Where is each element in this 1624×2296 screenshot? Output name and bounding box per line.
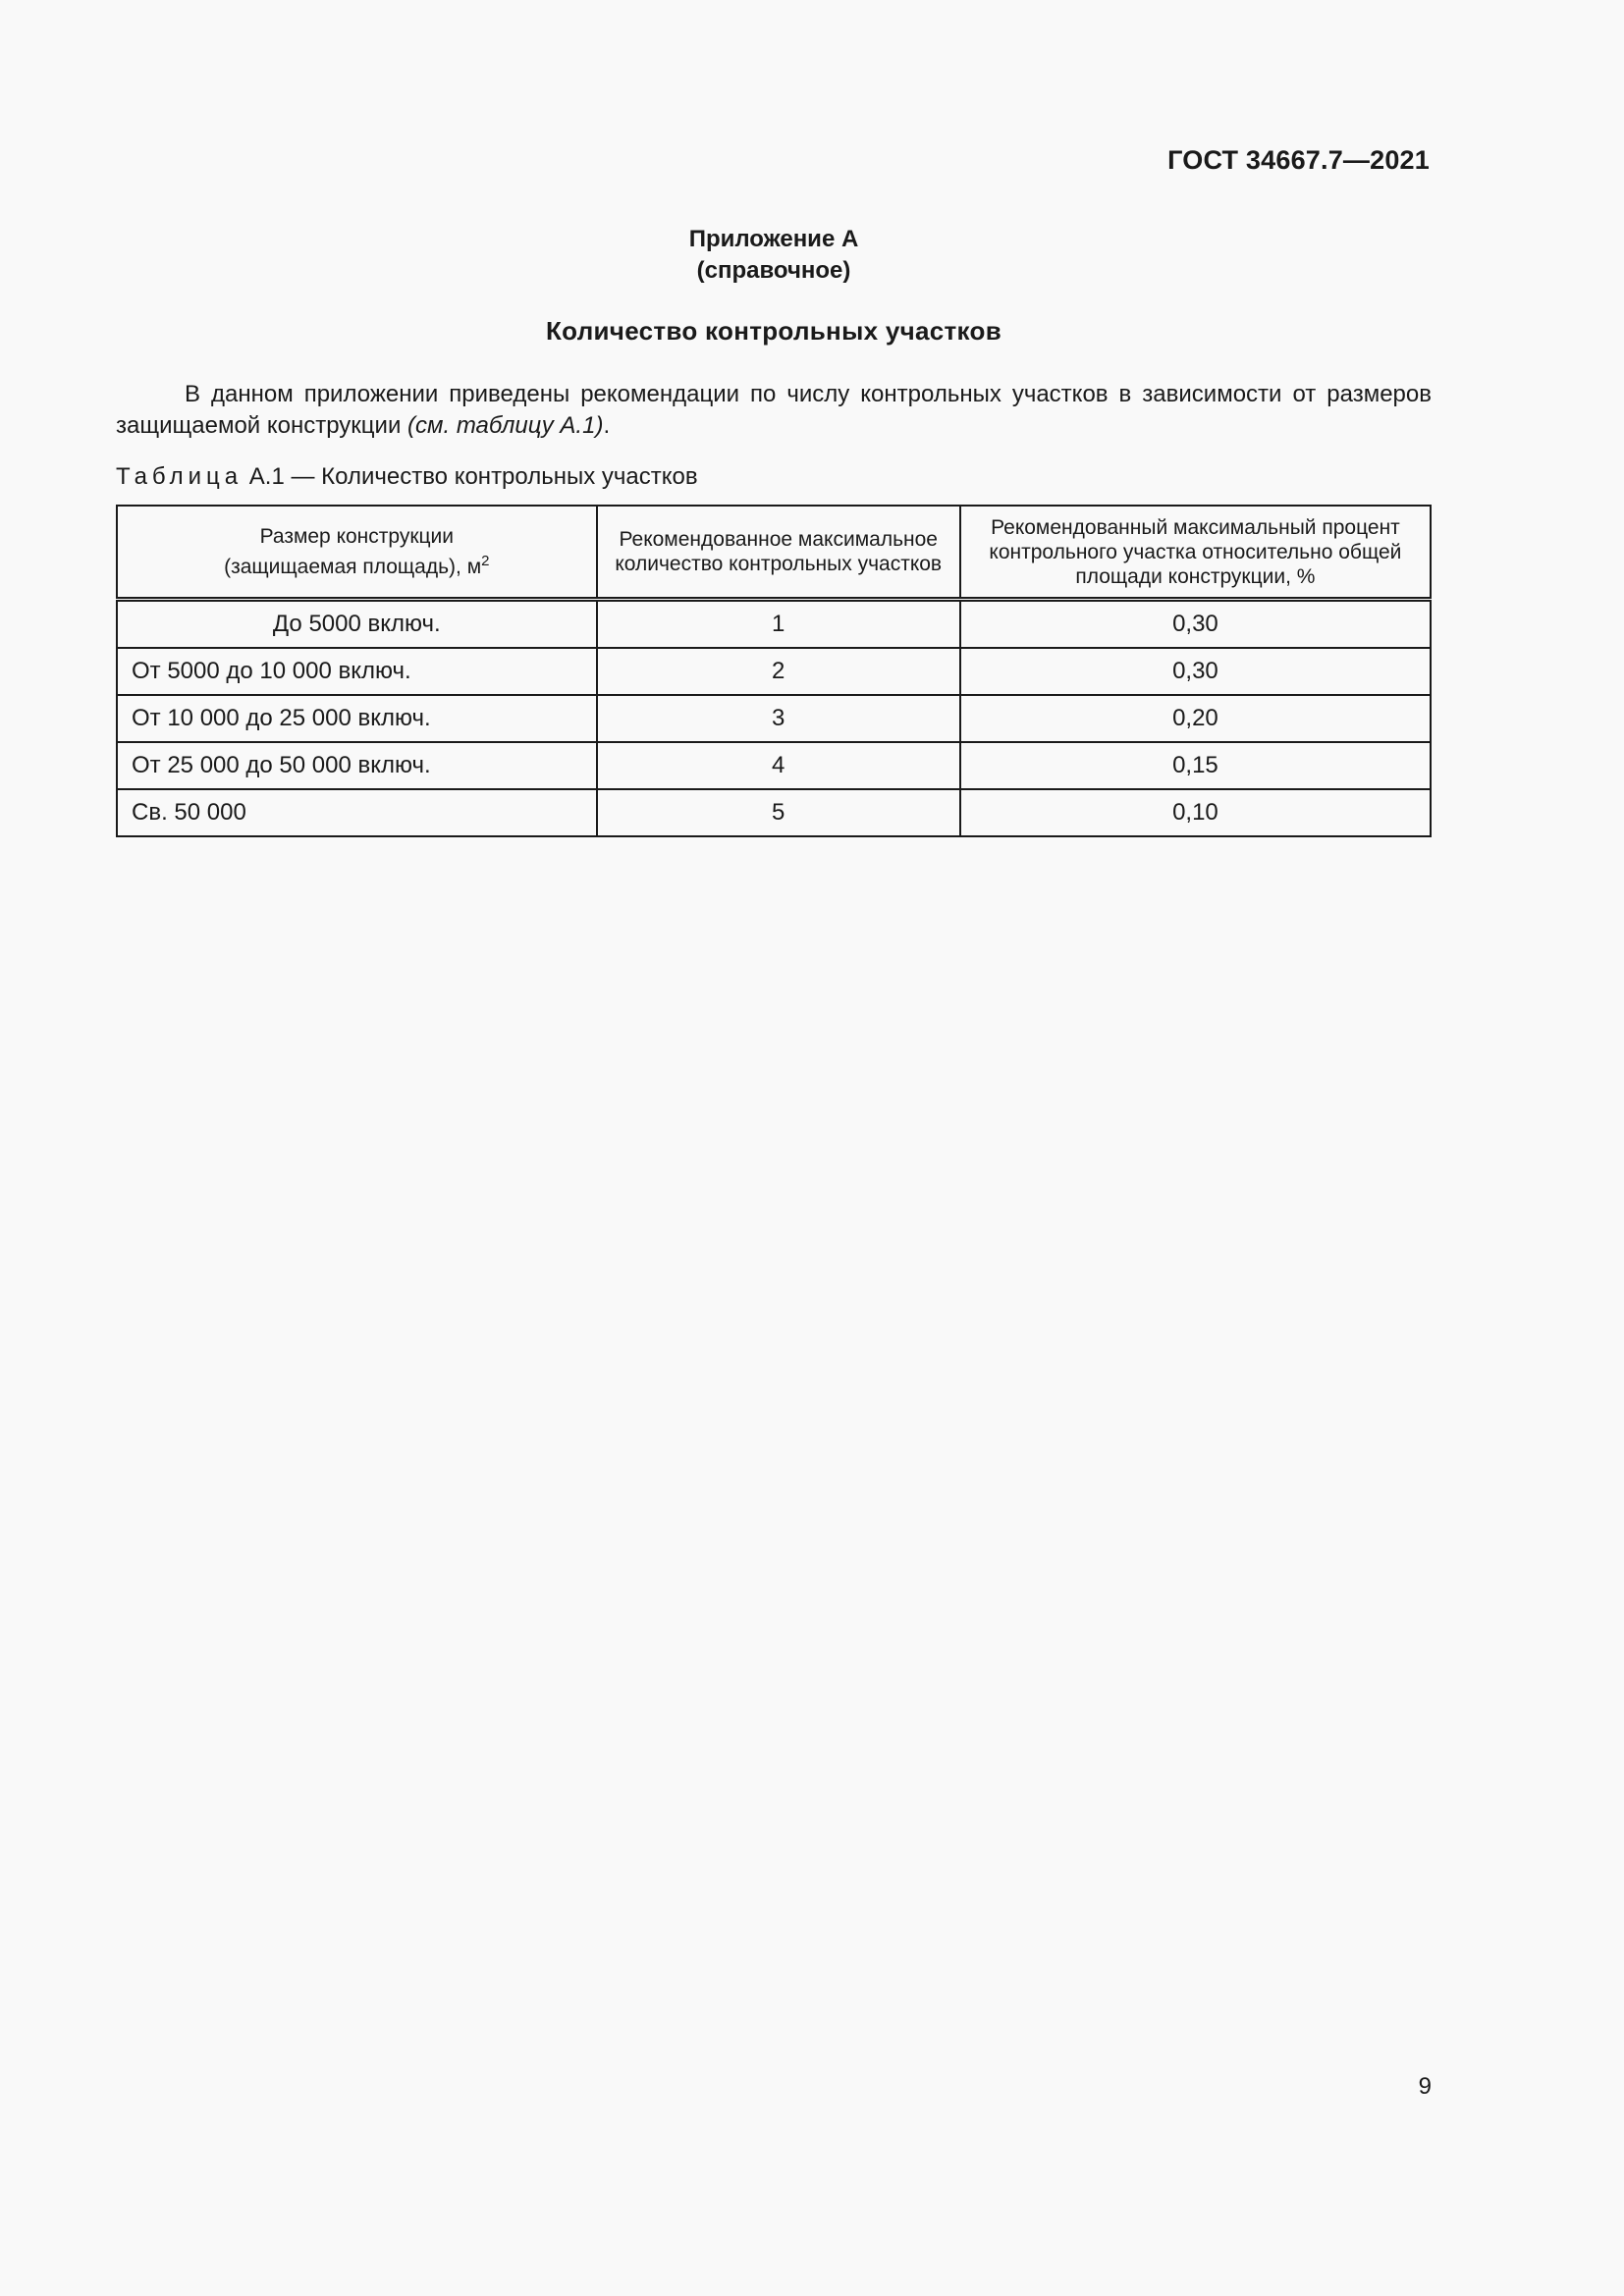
control-areas-table [116,505,1432,837]
header-col1-line2 [132,549,582,579]
row-percent: 0,10 [960,789,1431,836]
table-header-row [117,506,1431,600]
header-recommended-percent: Рекомендованный максимальный процент контрольного участка относительно общей площади конструкции, % [960,506,1431,600]
appendix-type: (справочное) [696,257,851,284]
header-col1-line1: Размер конструкции [259,525,455,548]
table-caption-label: Таблица [116,463,244,490]
table-row [117,695,1431,742]
row-percent: 0,30 [960,600,1431,649]
header-construction-size [117,506,597,600]
row-count: 1 [597,600,960,649]
row-size: До 5000 включ. [117,600,597,649]
header-recommended-count: Рекомендованное максимальное количество контрольных участков [597,506,960,600]
appendix-title: Приложение А [688,226,859,252]
row-percent: 0,30 [960,648,1431,695]
table-row [117,789,1431,836]
row-size: От 10 000 до 25 000 включ. [117,695,597,742]
row-percent: 0,15 [960,742,1431,789]
row-size: Св. 50 000 [117,789,597,836]
header-col1-sup: 2 [481,553,490,569]
row-size: От 25 000 до 50 000 включ. [117,742,597,789]
table-caption [116,463,698,491]
page-number: 9 [1418,2073,1432,2100]
row-count: 5 [597,789,960,836]
row-count: 2 [597,648,960,695]
appendix-heading [116,224,1432,287]
row-size: От 5000 до 10 000 включ. [117,648,597,695]
standard-code: ГОСТ 34667.7—2021 [1167,145,1430,175]
intro-paragraph [116,379,1432,442]
table-reference: (см. таблицу А.1) [407,412,604,439]
section-title: Количество контрольных участков [546,316,1001,346]
table-row [117,742,1431,789]
row-count: 3 [597,695,960,742]
row-percent: 0,20 [960,695,1431,742]
table-row [117,600,1431,649]
table-caption-text: А.1 — Количество контрольных участков [248,463,698,490]
table-row [117,648,1431,695]
header-col1-unit: (защищаемая площадь), м [224,556,482,578]
row-count: 4 [597,742,960,789]
intro-end: . [603,412,611,439]
intro-text: В данном приложении приведены рекомендации по числу контрольных участков в зависимости от размеров защищаемой конструкции [116,381,1432,439]
